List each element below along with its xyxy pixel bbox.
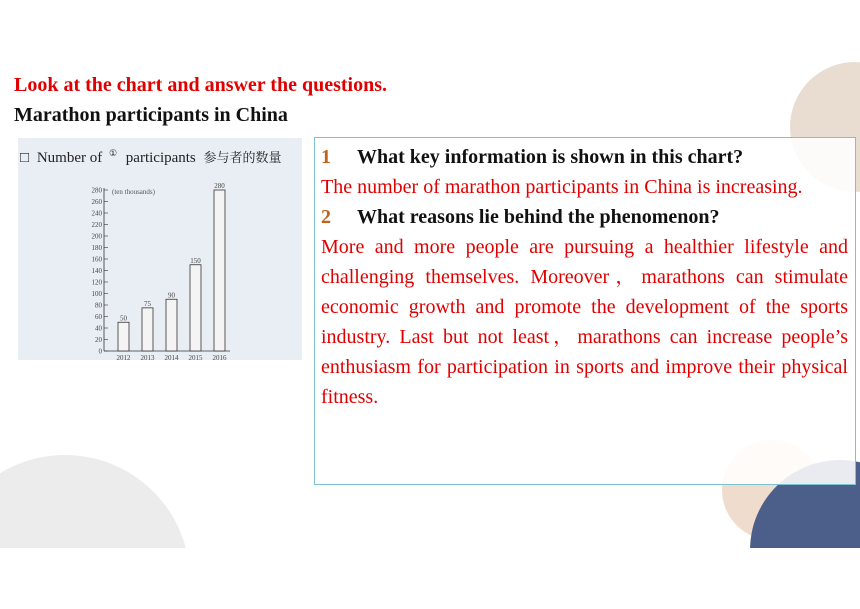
bar-2014 — [166, 299, 177, 351]
y-tick-label: 140 — [91, 266, 102, 275]
data-label-2015: 150 — [190, 256, 201, 265]
x-tick-label-2016: 2016 — [212, 354, 227, 360]
answer-2: More and more people are pursuing a healthier lifestyle and challenging themselves. Moreover，marathons can stimulate economic growth and promote the development of the sports industry. Last but not least，marathons can increase people’s enthusiasm for participation in sports and improve their physical fitness. — [321, 236, 848, 408]
instruction-heading: Look at the chart and answer the questions. — [14, 74, 387, 96]
bar-chart — [18, 138, 302, 360]
x-tick-label-2013: 2013 — [140, 354, 155, 360]
x-tick-label-2015: 2015 — [188, 354, 203, 360]
bar-2012 — [118, 322, 129, 351]
y-tick-label: 20 — [95, 335, 102, 344]
y-tick-label: 280 — [91, 186, 102, 195]
question-1 — [321, 142, 848, 172]
svg-text:□ Number of ① — [20, 144, 282, 166]
y-tick-label: 0 — [98, 347, 102, 356]
y-tick-label: 160 — [91, 255, 102, 264]
data-label-2013: 75 — [144, 299, 151, 308]
y-tick-label: 260 — [91, 197, 102, 206]
question-2-text: What reasons lie behind the phenomenon? — [357, 206, 720, 228]
question-1-text: What key information is shown in this chart? — [357, 146, 744, 168]
questions-box — [314, 137, 856, 485]
bar-2016 — [214, 190, 225, 351]
question-2-number: 2 — [321, 206, 331, 228]
bar-2015 — [190, 265, 201, 351]
chart-panel — [18, 138, 302, 360]
caption-footnote-mark: ① — [108, 148, 118, 158]
caption-number-of: Number of — [36, 150, 103, 166]
y-tick-label: 240 — [91, 209, 102, 218]
question-2 — [321, 202, 848, 232]
y-tick-label: 100 — [91, 289, 102, 298]
data-label-2016: 280 — [214, 182, 225, 190]
data-label-2012: 50 — [120, 314, 127, 323]
blank-area-below-slide — [0, 548, 860, 609]
y-tick-label: 220 — [91, 220, 102, 229]
decorative-circle-bottom-left — [0, 455, 190, 548]
y-tick-label: 120 — [91, 278, 102, 287]
chart-title-heading: Marathon participants in China — [14, 104, 288, 126]
data-label-2014: 90 — [168, 291, 175, 300]
caption-checkbox: □ — [20, 150, 30, 166]
x-tick-label-2012: 2012 — [116, 354, 131, 360]
y-tick-label: 200 — [91, 232, 102, 241]
x-tick-label-2014: 2014 — [164, 354, 179, 360]
y-tick-label: 60 — [95, 312, 102, 321]
bar-2013 — [142, 308, 153, 351]
caption-chinese: 参与者的数量 — [203, 151, 282, 166]
y-axis-unit-label: (ten thousands) — [112, 188, 155, 196]
caption-participants: participants — [125, 150, 196, 166]
y-tick-label: 180 — [91, 243, 102, 252]
y-tick-label: 80 — [95, 301, 102, 310]
answer-1: The number of marathon participants in China is increasing. — [321, 176, 803, 198]
y-tick-label: 40 — [95, 324, 102, 333]
question-1-number: 1 — [321, 146, 331, 168]
